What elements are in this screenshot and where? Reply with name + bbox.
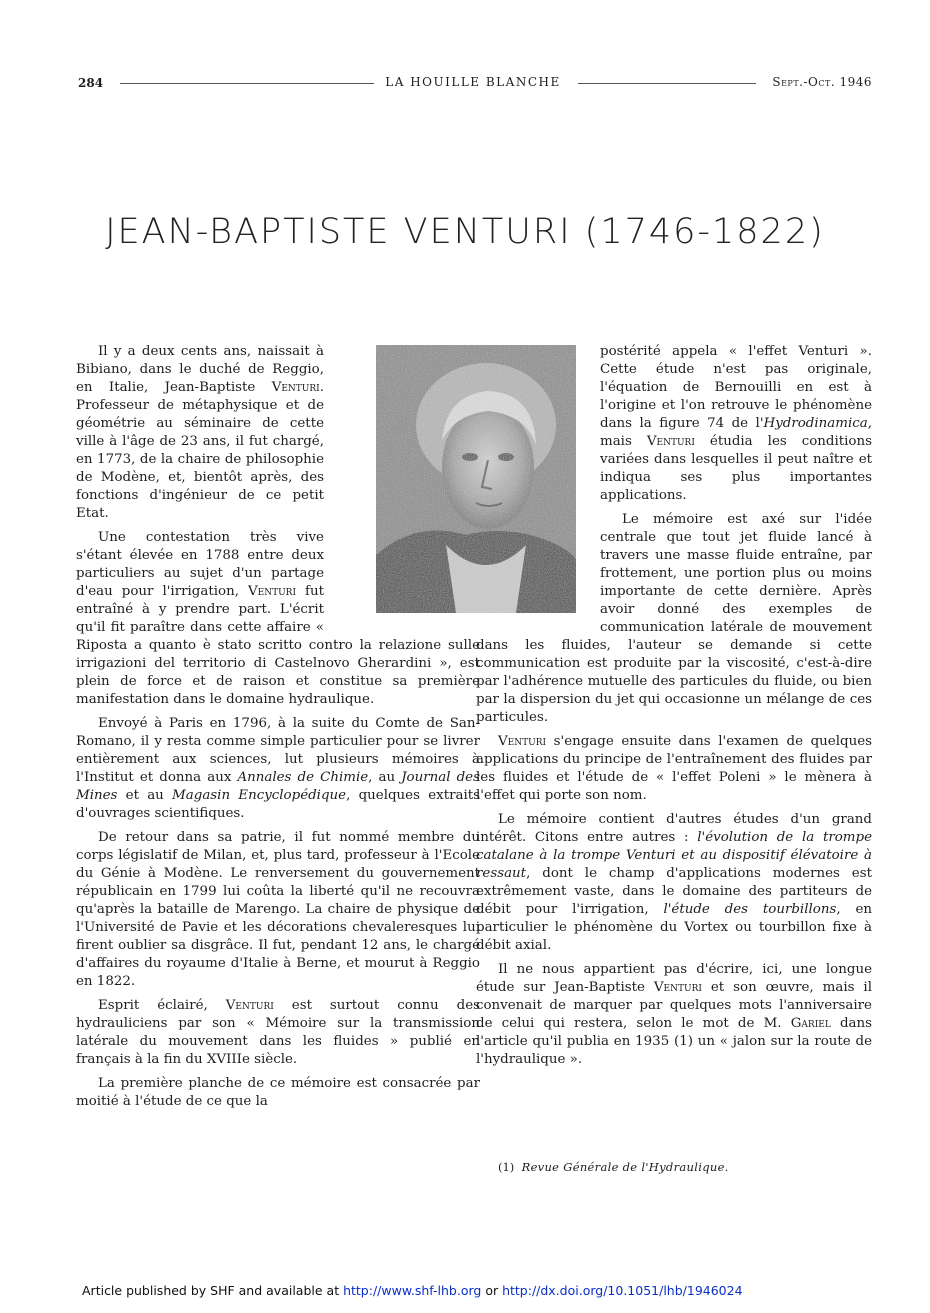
right-paragraph-1: postérité appela « l'effet Venturi ». Cette étude n'est pas originale, l'équation de Bernouilli en est à l'origine et l'on retrouve le phénomène dans la figure 74 de l'Hydrodinamica, mais Venturi étudia les conditions variées dans lesquelles il peut naître et indiqua ses plus importantes applications. — [600, 344, 872, 503]
publisher-footer — [82, 1283, 882, 1298]
left-paragraph-1: Il y a deux cents ans, naissait à Bibiano, dans le duché de Reggio, en Italie, Jean-Baptiste Venturi. Professeur de métaphysique et de géométrie au séminaire de cette ville à l'âge de 23 ans, il fut chargé, en 1773, de la chaire de philosophie de Modène, et, bientôt après, des fonctions d'ingénieur de ce petit Etat. — [76, 344, 324, 521]
left-paragraph-3: Envoyé à Paris en 1796, à la suite du Comte de San-Romano, il y resta comme simple particulier pour se livrer entièrement aux sciences, lut plusieurs mémoires à l'Institut et donna aux Annales de Chimie, au Journal des Mines et au Magasin Encyclopédique, quelques extraits d'ouvrages scientifiques. — [76, 716, 480, 821]
header-rule-right — [578, 83, 756, 84]
footer-prefix: Article published by SHF and available at — [82, 1283, 344, 1298]
left-paragraph-5: Esprit éclairé, Venturi est surtout connu des hydrauliciens par son « Mémoire sur la transmission latérale du mouvement dans les fluides » publié en français à la fin du XVIIIe siècle. — [76, 998, 480, 1067]
article-title: JEAN-BAPTISTE VENTURI (1746-1822) — [105, 212, 825, 252]
shf-link[interactable]: http://www.shf-lhb.org — [343, 1283, 482, 1298]
journal-name: LA HOUILLE BLANCHE — [385, 75, 561, 89]
right-column — [476, 343, 872, 1143]
footnote-text: Revue Générale de l'Hydraulique. — [521, 1160, 729, 1174]
right-paragraph-5: Il ne nous appartient pas d'écrire, ici, une longue étude sur Jean-Baptiste Venturi et son œuvre, mais il convenait de marquer par quelques mots l'anniversaire de celui qui restera, selon le mot de M. Gariel dans l'article qu'il publia en 1935 (1) un « jalon sur la route de l'hydraulique ». — [476, 962, 873, 1067]
right-paragraph-4: Le mémoire contient d'autres études d'un grand intérêt. Citons entre autres : l'évolution de la trompe catalane à la trompe Venturi et au dispositif élévatoire à ressaut, dont le champ d'applications modernes est extrêmement vaste, dans le domaine des partiteurs de débit pour l'irrigation, l'étude des tourbillons, en particulier le phénomène du Vortex ou tourbillon fixe à débit axial. — [476, 812, 872, 953]
left-paragraph-2: Une contestation très vive s'étant élevée en 1788 entre deux particuliers au sujet d'un partage d'eau pour l'irrigation, Venturi fut entraîné à y prendre part. L'écrit qu'il fit paraître dans cette affaire « Riposta a quanto è stato scritto contro la relazione sulle irrigazioni del territorio di Castelnovo Gherardini », est plein de force et de raison et constitue sa première manifestation dans le domaine hydraulique. — [76, 530, 480, 707]
page-number: 284 — [78, 76, 104, 90]
footnote — [498, 1160, 874, 1174]
footnote-marker: (1) — [498, 1160, 515, 1174]
left-column — [76, 343, 480, 1153]
right-paragraph-3: Venturi s'engage ensuite dans l'examen de quelques applications du principe de l'entraînement des fluides par les fluides et l'étude de « l'effet Poleni » le mènera à l'effet qui porte son nom. — [476, 734, 872, 803]
running-header — [78, 74, 872, 94]
left-paragraph-6: La première planche de ce mémoire est consacrée par moitié à l'étude de ce que la — [76, 1076, 480, 1109]
header-rule-left — [120, 83, 374, 84]
right-paragraph-2: Le mémoire est axé sur l'idée centrale que tout jet fluide lancé à travers une masse fluide entraîne, par frottement, une portion plus ou moins importante de cette dernière. Après avoir donné des exemples de communication latérale de mouvement dans les fluides, l'auteur se demande si cette communication est produite par la viscosité, c'est-à-dire par l'adhérence mutuelle des particules du fluide, ou bien par la dispersion du jet qui occasionne un mélange de ces particules. — [476, 512, 872, 725]
footer-middle: or — [481, 1283, 503, 1298]
left-paragraph-4: De retour dans sa patrie, il fut nommé membre du corps législatif de Milan, et, plus tard, professeur à l'Ecole du Génie à Modène. Le renversement du gouvernement républicain en 1799 lui coûta la liberté qu'il ne recouvra qu'après la bataille de Marengo. La chaire de physique de l'Université de Pavie et les décorations chevaleresques lui firent oublier sa disgrâce. Il fut, pendant 12 ans, le chargé d'affaires du royaume d'Italie à Berne, et mourut à Reggio en 1822. — [76, 830, 480, 989]
issue-date: Sept.-Oct. 1946 — [772, 75, 872, 89]
doi-link[interactable]: http://dx.doi.org/10.1051/lhb/1946024 — [502, 1283, 743, 1298]
